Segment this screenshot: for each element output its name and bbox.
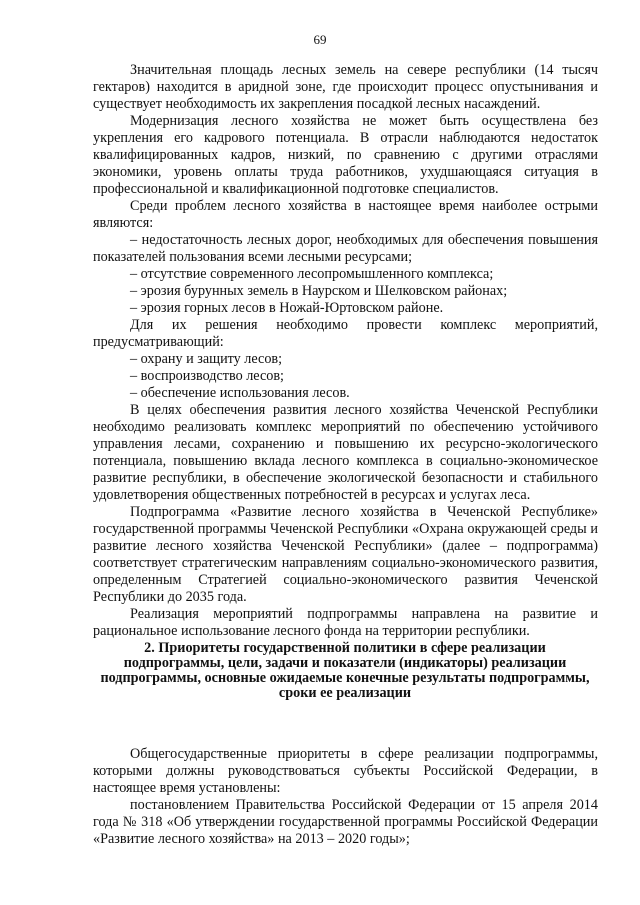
paragraph-measures-intro: Для их решения необходимо провести комплекс мероприятий, предусматривающий:: [93, 317, 598, 350]
list-item-forest-roads: – недостаточность лесных дорог, необходимых для обеспечения повышения показателей пользования всеми лесными ресурсами;: [93, 232, 598, 265]
paragraph-arid-zone: Значительная площадь лесных земель на севере республики (14 тысяч гектаров) находится в аридной зоне, где происходит процесс опустынивания и существует необходимость их закрепления посадкой лесных насаждений.: [93, 62, 598, 112]
list-item-reproduction: – воспроизводство лесов;: [130, 368, 284, 384]
list-item-mountain-erosion: – эрозия горных лесов в Ножай-Юртовском районе.: [130, 300, 444, 316]
paragraph-problems-intro: Среди проблем лесного хозяйства в настоящее время наиболее острыми являются:: [93, 198, 598, 231]
paragraph-resolution: постановлением Правительства Российской Федерации от 15 апреля 2014 года № 318 «Об утверждении государственной программы Российской Федерации «Развитие лесного хозяйства» на 2013 – 2020 годы»;: [93, 797, 598, 847]
section-heading: 2. Приоритеты государственной политики в сфере реализации подпрограммы, цели, задачи и показатели (индикаторы) реализации подпрограммы, основные ожидаемые конечные результаты подпрограммы, сроки ее реализации: [100, 640, 590, 701]
list-item-sand-erosion: – эрозия бурунных земель в Наурском и Шелковском районах;: [130, 283, 508, 299]
paragraph-development-goals: В целях обеспечения развития лесного хозяйства Чеченской Республики необходимо реализовать комплекс мероприятий по обеспечению устойчивого управления лесами, сохранению и повышению их ресурсно-экологического потенциала, повышению вклада лесного комплекса в социально-экономическое развитие республики, в обеспечение экологической безопасности и стабильного удовлетворения общественных потребностей в ресурсах и услугах леса.: [93, 402, 598, 503]
body-text: [93, 62, 598, 640]
paragraph-subprogram: Подпрограмма «Развитие лесного хозяйства в Чеченской Республике» государственной программы Чеченской Республики «Охрана окружающей среды и развитие лесного хозяйства Чеченской Республики» (далее – подпрограмма) соответствует стратегическим направлениям социально-экономического развития, определенным Стратегией социально-экономического развития Чеченской Республики до 2035 года.: [93, 504, 598, 605]
paragraph-implementation: Реализация мероприятий подпрограммы направлена на развитие и рациональное использование лесного фонда на территории республики.: [93, 606, 598, 639]
page-number: 69: [313, 32, 327, 47]
paragraph-modernization: Модернизация лесного хозяйства не может быть осуществлена без укрепления его кадрового потенциала. В отрасли наблюдаются недостаток квалифицированных кадров, низкий, по сравнению с другими отраслями экономики, уровень оплаты труда работников, ухудшающаяся ситуация в профессиональной и квалификационной подготовке специалистов.: [93, 113, 598, 197]
list-item-use: – обеспечение использования лесов.: [130, 385, 350, 401]
list-item-timber-complex: – отсутствие современного лесопромышленного комплекса;: [130, 266, 494, 282]
paragraph-priorities: Общегосударственные приоритеты в сфере реализации подпрограммы, которыми должны руководствоваться субъекты Российской Федерации, в настоящее время установлены:: [93, 746, 598, 796]
list-item-protection: – охрану и защиту лесов;: [130, 351, 283, 367]
body-text-continued: [93, 746, 598, 848]
